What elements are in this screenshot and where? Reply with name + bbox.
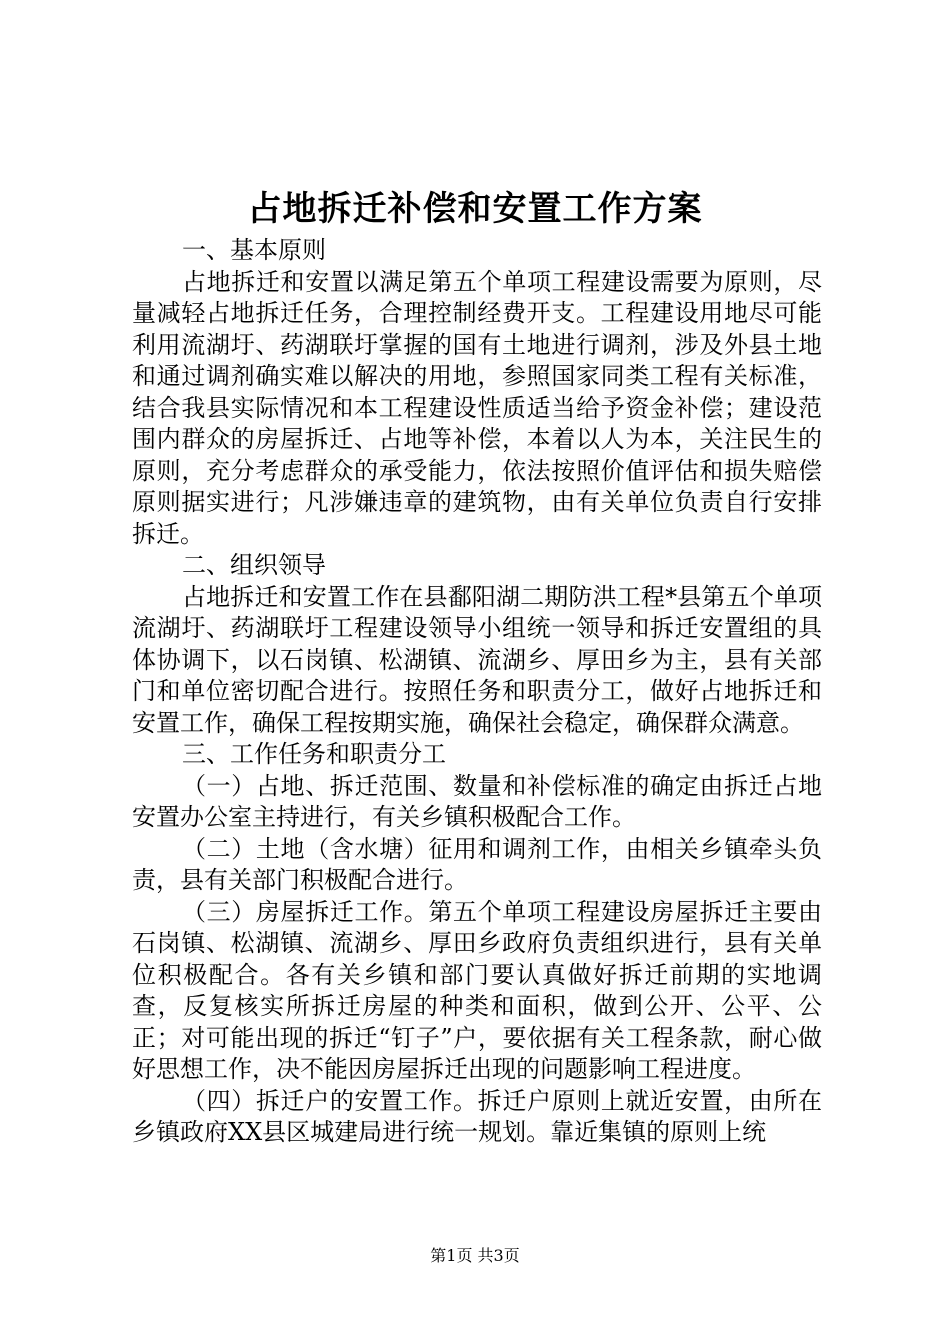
section-heading-leadership: 二、组织领导 [182, 551, 326, 579]
document-title: 占地拆迁补偿和安置工作方案 [247, 189, 703, 229]
section-heading-tasks: 三、工作任务和职责分工 [182, 740, 446, 768]
document-body [132, 235, 822, 1149]
paragraph-task-4: （四）拆迁户的安置工作。拆迁户原则上就近安置，由所在乡镇政府XX县区城建局进行统一规划。靠近集镇的原则上统 [132, 1086, 822, 1146]
paragraph-task-2: （二）土地（含水塘）征用和调剂工作，由相关乡镇牵头负责，县有关部门积极配合进行。 [132, 834, 822, 894]
paragraph-principles: 占地拆迁和安置以满足第五个单项工程建设需要为原则，尽量减轻占地拆迁任务，合理控制经费开支。工程建设用地尽可能利用流湖圩、药湖联圩掌握的国有土地进行调剂，涉及外县土地和通过调剂确实难以解决的用地，参照国家同类工程有关标准，结合我县实际情况和本工程建设性质适当给予资金补偿；建设范围内群众的房屋拆迁、占地等补偿，本着以人为本，关注民生的原则，充分考虑群众的承受能力，依法按照价值评估和损失赔偿原则据实进行；凡涉嫌违章的建筑物，由有关单位负责自行安排拆迁。 [132, 267, 822, 548]
paragraph-leadership: 占地拆迁和安置工作在县鄱阳湖二期防洪工程*县第五个单项流湖圩、药湖联圩工程建设领导小组统一领导和拆迁安置组的具体协调下，以石岗镇、松湖镇、流湖乡、厚田乡为主，县有关部门和单位密切配合进行。按照任务和职责分工，做好占地拆迁和安置工作，确保工程按期实施，确保社会稳定，确保群众满意。 [132, 582, 822, 737]
page-footer: 第1页 共3页 [430, 1246, 520, 1265]
paragraph-task-1: （一）占地、拆迁范围、数量和补偿标准的确定由拆迁占地安置办公室主持进行，有关乡镇积极配合工作。 [132, 771, 822, 831]
paragraph-task-3: （三）房屋拆迁工作。第五个单项工程建设房屋拆迁主要由石岗镇、松湖镇、流湖乡、厚田乡政府负责组织进行，县有关单位积极配合。各有关乡镇和部门要认真做好拆迁前期的实地调查，反复核实所拆迁房屋的种类和面积，做到公开、公平、公正；对可能出现的拆迁“钉子”户，要依据有关工程条款，耐心做好思想工作，决不能因房屋拆迁出现的问题影响工程进度。 [132, 897, 822, 1083]
section-heading-principles: 一、基本原则 [182, 236, 326, 264]
